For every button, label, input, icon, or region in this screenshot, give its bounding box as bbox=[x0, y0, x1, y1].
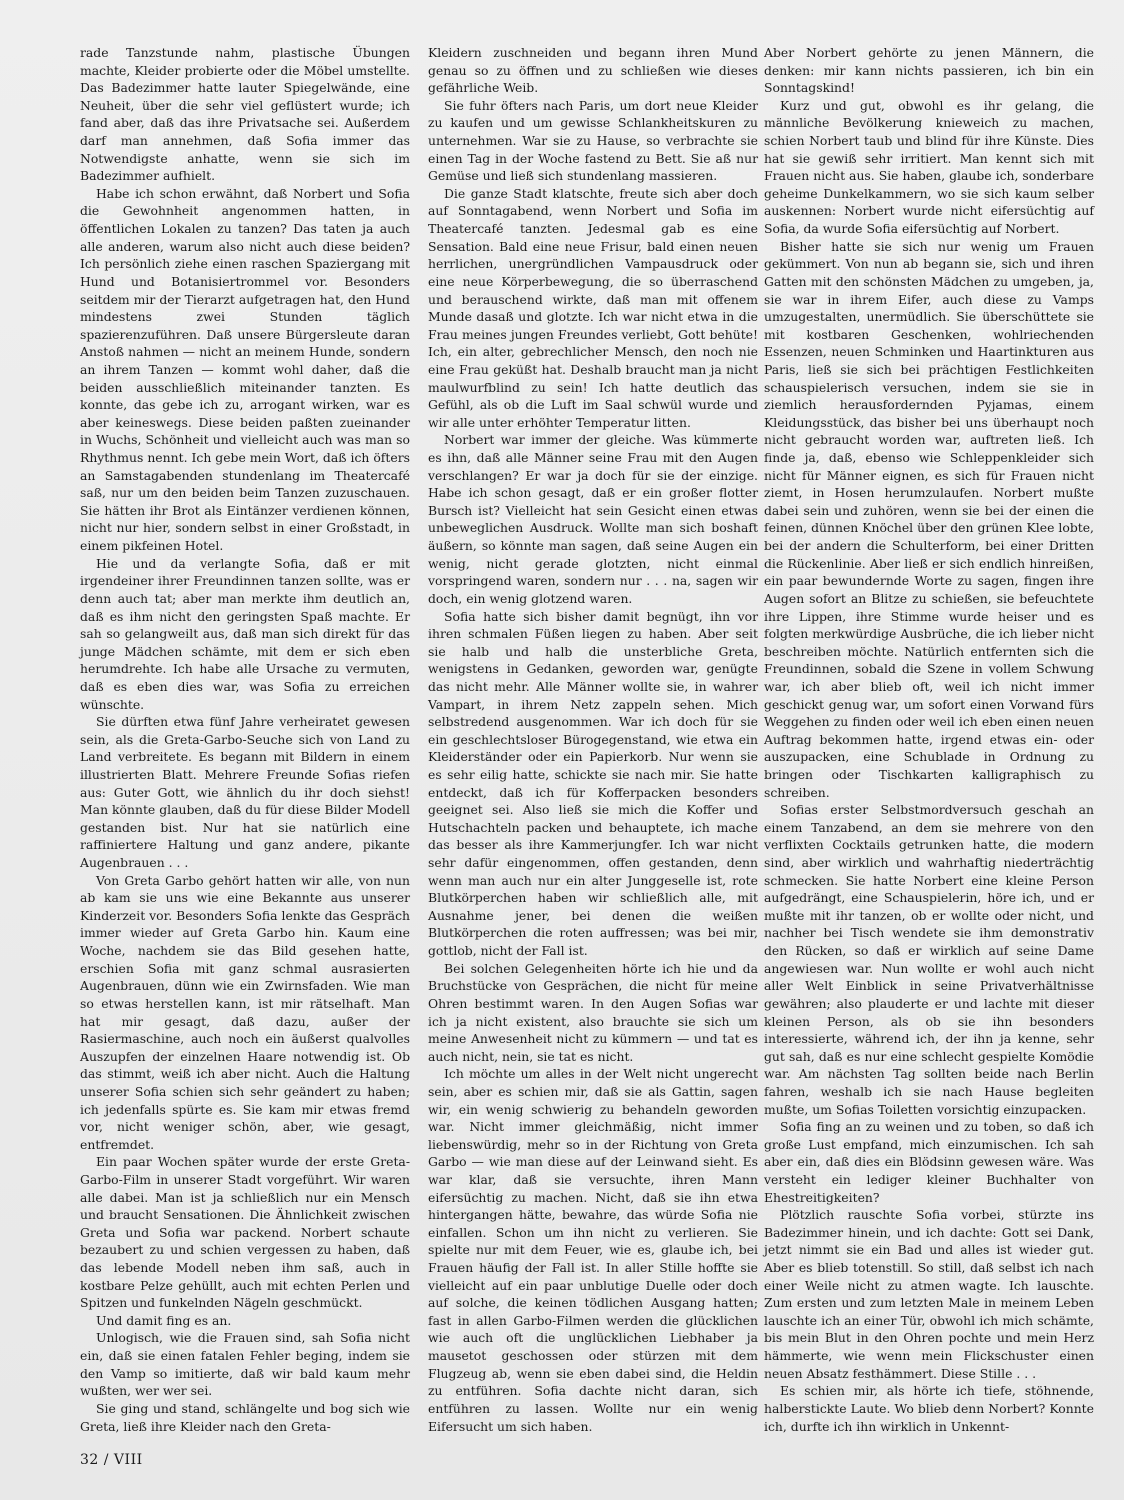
paragraph: rade Tanzstunde nahm, plastische Übungen machte, Kleider probierte oder die Möbel umstellte. Das Badezimmer hatte lauter Spiegelwände, eine Neuheit, über die sehr viel geflüstert wurde; ich fand aber, daß das ihre Privatsache sei. Außerdem darf man annehmen, daß Sofia immer das Notwendigste anhatte, wenn sie sich im Badezimmer aufhielt. bbox=[80, 45, 410, 184]
paragraph: Kleidern zuschneiden und begann ihren Mund genau so zu öffnen und zu schließen wie dieses gefährliche Weib. bbox=[428, 45, 758, 96]
paragraph: Ein paar Wochen später wurde der erste Greta-Garbo-Film in unserer Stadt vorgeführt. Wir waren alle dabei. Man ist ja schließlich nur ein Mensch und braucht Sensationen. Die Ähnlichkeit zwischen Greta und Sofia war packend. Norbert schaute bezaubert zu und schien vergessen zu haben, daß das lebende Modell neben ihm saß, auch in kostbare Pelze gehüllt, auch mit echten Perlen und Spitzen und funkelnden Nägeln geschmückt. bbox=[80, 1154, 410, 1311]
text-column-2 bbox=[428, 44, 758, 1435]
paragraph: Sofias erster Selbstmordversuch geschah an einem Tanzabend, an dem sie mehrere von den verflixten Cocktails getrunken hatte, die modern sind, aber wirklich und wahrhaftig niederträchtig schmecken. Sie hatte Norbert eine kleine Person aufgedrängt, eine Schauspielerin, höre ich, und er mußte mit ihr tanzen, ob er wollte oder nicht, und nachher bei Tisch wendete sie ihm demonstrativ den Rücken, so daß er wirklich auf seine Dame angewiesen war. Nun wollte er wohl auch nicht aller Welt Einblick in seine Privatverhältnisse gewähren; also plauderte er und lachte mit dieser kleinen Person, als ob sie ihn besonders interessierte, während ich, der ihn ja kenne, sehr gut sah, daß es nur eine schlecht gespielte Komödie war. Am nächsten Tag sollten beide nach Berlin fahren, weshalb ich sie nach Hause begleiten mußte, um Sofias Toiletten vorsichtig einzupacken. bbox=[764, 802, 1094, 1117]
text-column-1 bbox=[80, 44, 410, 1435]
paragraph: Sie ging und stand, schlängelte und bog sich wie Greta, ließ ihre Kleider nach den Greta- bbox=[80, 1400, 410, 1434]
paragraph: Kurz und gut, obwohl es ihr gelang, die männliche Bevölkerung knieweich zu machen, schien Norbert taub und blind für ihre Künste. Dies hat sie gewiß sehr irritiert. Man kennt sich mit Frauen nicht aus. Sie haben, glaube ich, sonderbare geheime Dunkelkammern, wo sie sich kaum selber auskennen: Norbert wurde nicht eifersüchtig auf Sofia, da wurde Sofia eifersüchtig auf Norbert. bbox=[764, 97, 1094, 237]
text-column-3 bbox=[764, 44, 1094, 1435]
paragraph: Sie dürften etwa fünf Jahre verheiratet gewesen sein, als die Greta-Garbo-Seuche sich von Land zu Land verbreitete. Es begann mit Bildern in einem illustrierten Blatt. Mehrere Freunde Sofias riefen aus: Guter Gott, wie ähnlich du ihr doch siehst! Man könnte glauben, daß du für diese Bilder Modell gestanden bist. Nur hat sie natürlich eine raffiniertere Haltung und ganz andere, pikante Augenbrauen . . . bbox=[80, 714, 410, 871]
paragraph: Habe ich schon erwähnt, daß Norbert und Sofia die Gewohnheit angenommen hatten, in öffentlichen Lokalen zu tanzen? Das taten ja auch alle anderen, warum also nicht auch diese beiden? Ich persönlich ziehe einen raschen Spaziergang mit Hund und Botanisiertrommel vor. Besonders seitdem mir der Tierarzt aufgetragen hat, den Hund mindestens zwei Stunden täglich spazierenzuführen. Daß unsere Bürgersleute daran Anstoß nahmen — nicht an meinem Hunde, sondern an ihrem Tanzen — kommt wohl daher, daß die beiden ausschließlich miteinander tanzten. Es konnte, das gebe ich zu, arrogant wirken, war es aber keineswegs. Diese beiden paßten zueinander in Wuchs, Schönheit und vielleicht auch was man so Rhythmus nennt. Ich gebe mein Wort, daß ich öfters an Samstagabenden stundenlang im Theatercafé saß, nur um den beiden beim Tanzen zuzuschauen. Sie hätten ihr Brot als Eintänzer verdienen können, nicht nur hier, sondern selbst in einer Großstadt, in einem pikfeinen Hotel. bbox=[80, 185, 410, 554]
paragraph: Und damit fing es an. bbox=[96, 1312, 232, 1328]
paragraph: Ich möchte um alles in der Welt nicht ungerecht sein, aber es schien mir, daß sie als Gattin, sagen wir, ein wenig schwierig zu behandeln geworden war. Nicht immer gleichmäßig, nicht immer liebenswürdig, mehr so in der Richtung von Greta Garbo — wie man diese auf der Leinwand sieht. Es war klar, daß sie versuchte, ihren Mann eifersüchtig zu machen. Nicht, daß sie ihn etwa hintergangen hätte, bewahre, das würde Sofia nie einfallen. Schon um ihn nicht zu verlieren. Sie spielte nur mit dem Feuer, wie es, glaube ich, bei Frauen häufig der Fall ist. In aller Stille hoffte sie vielleicht auf ein paar unblutige Duelle oder doch auf solche, die keinen tödlichen Ausgang hatten; fast in allen Garbo-Filmen werden die glücklichen wie auch oft die unglücklichen Liebhaber ja mausetot geschossen oder stürzen mit dem Flugzeug ab, wenn sie eben dabei sind, die Heldin zu entführen. Sofia dachte nicht daran, sich entführen zu lassen. Wollte nur ein wenig Eifersucht um sich haben. bbox=[428, 1066, 758, 1434]
paragraph: Sie fuhr öfters nach Paris, um dort neue Kleider zu kaufen und um gewisse Schlankheitskuren zu unternehmen. War sie zu Hause, so verbrachte sie einen Tag in der Woche fastend zu Bett. Sie aß nur Gemüse und ließ sich stundenlang massieren. bbox=[428, 97, 758, 184]
paragraph: Es schien mir, als hörte ich tiefe, stöhnende, halberstickte Laute. Wo blieb denn Norbert? Konnte ich, durfte ich ihn wirklich in Unkennt- bbox=[764, 1383, 1094, 1434]
page-number: 32 / VIII bbox=[80, 1452, 143, 1468]
paragraph: Bisher hatte sie sich nur wenig um Frauen gekümmert. Von nun ab begann sie, sich und ihren Gatten mit den schönsten Mädchen zu umgeben, ja, sie war in ihrem Eifer, auch diese zu Vamps umzugestalten, unermüdlich. Sie überschüttete sie mit kostbaren Geschenken, wohlriechenden Essenzen, neuen Schminken und Haartinkturen aus Paris, ließ sie sich bei prächtigen Festlichkeiten schauspielerisch versuchen, indem sie sie in ziemlich herausfordernden Pyjamas, einem Kleidungsstück, das bisher bei uns überhaupt noch nicht gebraucht worden war, auftreten ließ. Ich finde ja, daß, ebenso wie Schleppenkleider sich nicht für Männer eignen, es sich für Frauen nicht ziemt, in Hosen herumzulaufen. Norbert mußte dabei sein und zuhören, wenn sie bei der einen die feinen, dünnen Knöchel über den grünen Klee lobte, bei der andern die Schulterform, bei einer Dritten die Rückenlinie. Aber ließ er sich endlich hinreißen, ein paar bewundernde Worte zu sagen, fingen ihre Augen sofort an Blitze zu schießen, sie befeuchtete ihre Lippen, ihre Stimme wurde heiser und es folgten merkwürdige Ausbrüche, die ich lieber nicht beschreiben möchte. Natürlich entfernten sich die Freundinnen, sobald die Szene in vollem Schwung war, ich aber blieb oft, weil ich nicht immer geschickt genug war, um sofort einen Vorwand fürs Weggehen zu finden oder weil ich eben einen neuen Auftrag bekommen hatte, irgend etwas ein- oder auszupacken, eine Schublade in Ordnung zu bringen oder Tischkarten kalligraphisch zu schreiben. bbox=[764, 238, 1094, 800]
paragraph: Sofia hatte sich bisher damit begnügt, ihn vor ihren schmalen Füßen liegen zu haben. Aber seit sie halb und halb die unsterbliche Greta, wenigstens in Gedanken, geworden war, genügte das nicht mehr. Alle Männer wollte sie, in wahrer Vampart, in ihrem Netz zappeln sehen. Mich selbstredend ausgenommen. War ich doch für sie ein geschlechtsloser Bürogegenstand, wie etwa ein Kleiderständer oder ein Papierkorb. Nur wenn sie es sehr eilig hatte, schickte sie nach mir. Sie hatte entdeckt, daß ich für Kofferpacken besonders geeignet sei. Also ließ sie mich die Koffer und Hutschachteln packen und behauptete, ich mache das besser als ihre Kammerjungfer. Ich war nicht sehr dafür eingenommen, offen gestanden, denn wenn man auch nur ein alter Junggeselle ist, rote Blutkörperchen haben wir schließlich alle, mit Ausnahme jener, bei denen die weißen Blutkörperchen die roten auffressen; was bei mir, gottlob, nicht der Fall ist. bbox=[428, 608, 758, 959]
paragraph: Plötzlich rauschte Sofia vorbei, stürzte ins Badezimmer hinein, und ich dachte: Gott sei Dank, jetzt nimmt sie ein Bad und alles ist wieder gut. Aber es blieb totenstill. So still, daß selbst ich nach einer Weile nicht zu atmen wagte. Ich lauschte. Zum ersten und zum letzten Male in meinem Leben lauschte ich an einer Tür, obwohl ich mich schämte, bis mein Blut in den Ohren pochte und mein Herz hämmerte, wie wenn mein Flickschuster einen neuen Absatz festhämmert. Diese Stille . . . bbox=[764, 1207, 1094, 1381]
paragraph: Norbert war immer der gleiche. Was kümmerte es ihn, daß alle Männer seine Frau mit den Augen verschlangen? Er war ja doch für sie der einzige. Habe ich schon gesagt, daß er ein großer flotter Bursch ist? Vielleicht hat sein Gesicht einen etwas unbeweglichen Ausdruck. Wollte man sich boshaft äußern, so könnte man sagen, daß seine Augen ein wenig, nicht gerade glotzten, nicht einmal vorspringend waren, sondern nur . . . na, sagen wir doch, ein wenig glotzend waren. bbox=[428, 432, 758, 606]
paragraph: Die ganze Stadt klatschte, freute sich aber doch auf Sonntagabend, wenn Norbert und Sofia im Theatercafé tanzten. Jedesmal gab es eine Sensation. Bald eine neue Frisur, bald einen neuen herrlichen, unergründlichen Vampausdruck oder eine neue Körperbewegung, die so überraschend und berauschend wirkte, daß man mit offenem Munde dasaß und glotzte. Ich war nicht etwa in die Frau meines jungen Freundes verliebt, Gott behüte! Ich, ein alter, gebrechlicher Mensch, den noch nie eine Frau geküßt hat. Deshalb braucht man ja nicht maulwurfblind zu sein! Ich hatte deutlich das Gefühl, als ob die Luft im Saal schwül wurde und wir alle unter erhöhter Temperatur litten. bbox=[428, 185, 758, 430]
paragraph: Aber Norbert gehörte zu jenen Männern, die denken: mir kann nichts passieren, ich bin ein Sonntagskind! bbox=[764, 45, 1094, 96]
paragraph: Sofia fing an zu weinen und zu toben, so daß ich große Lust empfand, mich einzumischen. Ich sah aber ein, daß dies ein Blödsinn gewesen wäre. Was versteht ein lediger kleiner Buchhalter von Ehestreitigkeiten? bbox=[764, 1119, 1094, 1205]
paragraph: Von Greta Garbo gehört hatten wir alle, von nun ab kam sie uns wie eine Bekannte aus unserer Kinderzeit vor. Besonders Sofia lenkte das Gespräch immer wieder auf Greta Garbo hin. Kaum eine Woche, nachdem sie das Bild gesehen hatte, erschien Sofia mit ganz schmal ausrasierten Augenbrauen, dünn wie ein Zwirnsfaden. Wie man so etwas herstellen kann, ist mir rätselhaft. Man hat mir gesagt, daß dazu, außer der Rasiermaschine, auch noch ein äußerst qualvolles Auszupfen der einzelnen Haare notwendig ist. Ob das stimmt, weiß ich aber nicht. Auch die Haltung unserer Sofia schien sich sehr geändert zu haben; ich jedenfalls spürte es. Sie kam mir etwas fremd vor, nicht weniger schön, aber, wie gesagt, entfremdet. bbox=[80, 872, 410, 1152]
paragraph: Hie und da verlangte Sofia, daß er mit irgendeiner ihrer Freundinnen tanzen sollte, was er denn auch tat; aber man merkte ihm deutlich an, daß es ihm nicht den geringsten Spaß machte. Er sah so gelangweilt aus, daß man sich direkt für das junge Mädchen schämte, mit dem er sich eben herumdrehte. Ich habe alle Ursache zu vermuten, daß es eben dies war, was Sofia zu erreichen wünschte. bbox=[80, 555, 410, 712]
paragraph: Unlogisch, wie die Frauen sind, sah Sofia nicht ein, daß sie einen fatalen Fehler beging, indem sie den Vamp so imitierte, daß wir bald kaum mehr wußten, wer wer sei. bbox=[80, 1330, 410, 1399]
paragraph: Bei solchen Gelegenheiten hörte ich hie und da Bruchstücke von Gesprächen, die nicht für meine Ohren bestimmt waren. In den Augen Sofias war ich ja nicht existent, also brauchte sie sich um meine Anwesenheit nicht zu kümmern — und tat es auch nicht, nein, sie tat es nicht. bbox=[428, 960, 758, 1064]
